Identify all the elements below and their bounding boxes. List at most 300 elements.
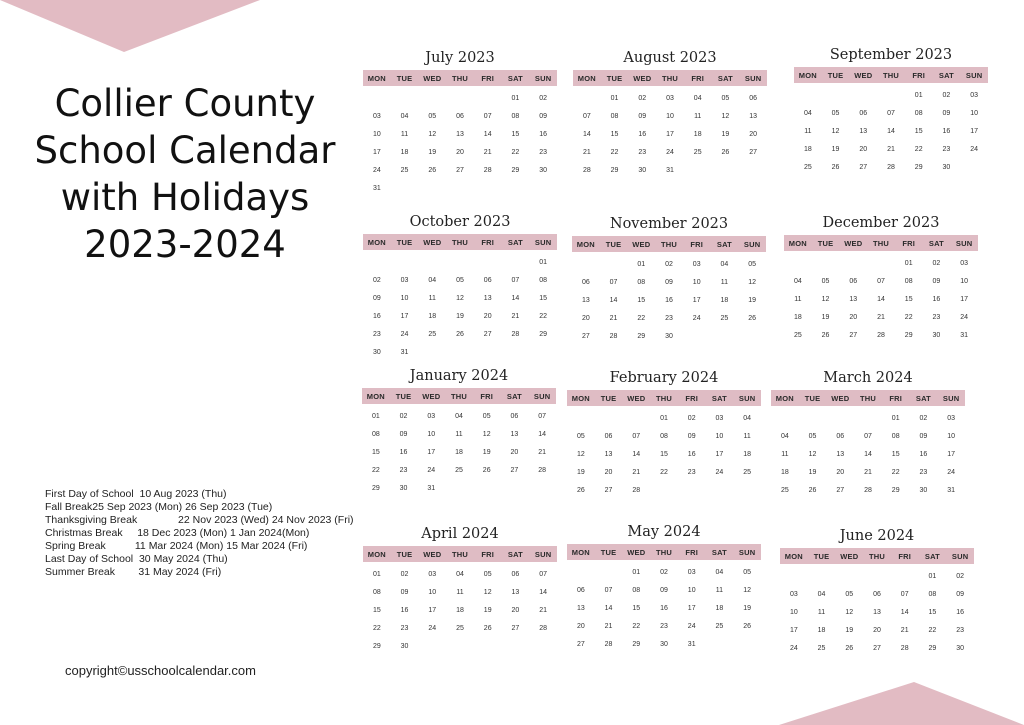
- day-cell: 07: [632, 433, 641, 440]
- day-cell: 02: [400, 571, 409, 578]
- month-calendar: [363, 48, 557, 198]
- day-cell: 18: [780, 469, 789, 476]
- day-cell: 30: [665, 333, 673, 340]
- day-cell: 19: [743, 605, 752, 612]
- day-cell: 08: [372, 589, 381, 596]
- day-cell: 25: [780, 487, 789, 494]
- day-cell: 04: [456, 571, 464, 578]
- day-cell: 08: [914, 110, 923, 117]
- day-cell: 16: [687, 451, 696, 458]
- holiday-list: [45, 488, 354, 579]
- weekday-label: FRI: [691, 73, 705, 83]
- month-title: October 2023: [409, 214, 511, 230]
- day-cell: 28: [604, 641, 613, 648]
- weekday-header: [363, 234, 557, 250]
- day-cell: 12: [743, 587, 752, 594]
- empty-cell: [854, 410, 882, 428]
- day-cell: 14: [483, 131, 492, 138]
- month-title: July 2023: [425, 50, 495, 66]
- day-cell: 21: [539, 607, 548, 614]
- empty-cell: [849, 87, 877, 105]
- day-cell: 01: [914, 92, 923, 99]
- title-line: Collier County: [54, 82, 316, 125]
- day-cell: 08: [511, 113, 520, 120]
- day-cell: 08: [610, 113, 619, 120]
- weekday-header: [780, 548, 974, 564]
- title-line: 2023-2024: [84, 223, 286, 266]
- day-cell: 05: [808, 433, 817, 440]
- day-cell: 10: [666, 113, 674, 120]
- empty-cell: [567, 564, 595, 582]
- day-cell: 11: [455, 431, 463, 438]
- weekday-label: WED: [840, 551, 859, 561]
- empty-cell: [474, 90, 502, 108]
- month-title: March 2024: [823, 370, 913, 386]
- day-cell: 19: [821, 314, 830, 321]
- day-cell: 09: [660, 587, 668, 594]
- day-cell: 01: [511, 95, 520, 102]
- empty-cell: [572, 256, 600, 274]
- day-cell: 07: [609, 279, 618, 286]
- day-cell: 10: [372, 131, 381, 138]
- month-calendar: [794, 45, 988, 177]
- day-cell: 03: [400, 277, 409, 284]
- month-title: February 2024: [609, 370, 719, 386]
- day-cell: 12: [576, 451, 585, 458]
- weekday-label: SUN: [951, 551, 969, 561]
- month-calendar: [363, 524, 557, 656]
- day-cell: 10: [400, 295, 409, 302]
- empty-cell: [474, 254, 502, 272]
- day-cell: 15: [928, 609, 937, 616]
- day-cell: 16: [400, 607, 409, 614]
- day-cell: 27: [604, 487, 613, 494]
- day-cell: 12: [482, 431, 491, 438]
- day-cell: 28: [632, 487, 641, 494]
- day-cell: 02: [956, 573, 965, 580]
- day-cell: 22: [371, 467, 380, 474]
- day-cell: 28: [582, 167, 591, 174]
- day-cell: 30: [539, 167, 548, 174]
- day-cell: 06: [859, 110, 868, 117]
- empty-cell: [867, 255, 895, 273]
- day-cell: 24: [715, 469, 724, 476]
- empty-cell: [622, 410, 650, 428]
- weekday-label: FRI: [685, 393, 699, 403]
- weekday-label: TUE: [396, 73, 413, 83]
- empty-cell: [780, 568, 808, 586]
- weekday-label: FRI: [481, 73, 495, 83]
- day-cell: 09: [638, 113, 647, 120]
- day-cell: 13: [749, 113, 758, 120]
- weekday-label: WED: [423, 549, 442, 559]
- day-cell: 22: [539, 313, 548, 320]
- day-cell: 19: [721, 131, 730, 138]
- empty-cell: [391, 254, 419, 272]
- decorative-top-triangle: [0, 0, 260, 55]
- weekday-label: TUE: [606, 73, 623, 83]
- weekday-label: THU: [859, 393, 876, 403]
- holiday-item: Spring Break 11 Mar 2024 (Mon) 15 Mar 2024 (Fri): [45, 540, 308, 552]
- day-cell: 08: [660, 433, 668, 440]
- day-cell: 18: [400, 149, 409, 156]
- day-cell: 04: [817, 591, 826, 598]
- day-cell: 22: [928, 627, 937, 634]
- empty-cell: [418, 254, 446, 272]
- day-cell: 18: [743, 451, 752, 458]
- day-cell: 08: [539, 277, 548, 284]
- empty-cell: [595, 410, 623, 428]
- day-cell: 02: [638, 95, 647, 102]
- empty-cell: [391, 90, 419, 108]
- day-cell: 03: [666, 95, 674, 102]
- day-cell: 12: [808, 451, 817, 458]
- day-cell: 29: [539, 331, 548, 338]
- day-cell: 23: [372, 331, 381, 338]
- day-cell: 02: [919, 415, 928, 422]
- day-cell: 31: [960, 332, 969, 339]
- weekday-label: THU: [450, 391, 467, 401]
- weekday-header: [572, 236, 766, 252]
- weekday-label: MON: [571, 393, 590, 403]
- weekday-header: [567, 544, 761, 560]
- day-cell: 17: [400, 313, 409, 320]
- empty-cell: [835, 568, 863, 586]
- day-cell: 09: [932, 278, 941, 285]
- weekday-label: SAT: [711, 393, 727, 403]
- day-cell: 21: [887, 146, 895, 153]
- day-cell: 02: [660, 569, 668, 576]
- day-cell: 03: [715, 415, 724, 422]
- day-cell: 04: [780, 433, 789, 440]
- copyright-text: copyright©usschoolcalendar.com: [65, 663, 256, 678]
- day-cell: 07: [539, 571, 548, 578]
- day-cell: 14: [538, 431, 547, 438]
- day-cell: 19: [808, 469, 817, 476]
- day-cell: 29: [632, 641, 641, 648]
- weekday-label: SUN: [534, 73, 552, 83]
- day-cell: 01: [891, 415, 900, 422]
- weekday-label: WED: [423, 237, 442, 247]
- weekday-label: MON: [367, 549, 386, 559]
- day-cell: 11: [400, 131, 409, 138]
- day-cell: 05: [743, 569, 752, 576]
- day-grid: [363, 566, 557, 656]
- day-cell: 14: [877, 296, 885, 303]
- day-cell: 03: [947, 415, 956, 422]
- weekday-label: WED: [831, 393, 850, 403]
- weekday-label: TUE: [395, 391, 412, 401]
- day-cell: 01: [372, 571, 381, 578]
- day-cell: 13: [483, 295, 492, 302]
- day-cell: 16: [399, 449, 408, 456]
- day-cell: 03: [960, 260, 969, 267]
- day-cell: 01: [539, 259, 548, 266]
- weekday-label: SAT: [924, 551, 940, 561]
- day-cell: 16: [665, 297, 673, 304]
- month-calendar: [780, 526, 974, 658]
- day-cell: 15: [539, 295, 548, 302]
- day-cell: 06: [849, 278, 858, 285]
- day-cell: 07: [511, 277, 520, 284]
- weekday-label: MON: [784, 551, 803, 561]
- day-cell: 18: [803, 146, 812, 153]
- weekday-header: [784, 235, 978, 251]
- day-cell: 19: [831, 146, 840, 153]
- day-cell: 13: [510, 431, 519, 438]
- day-cell: 30: [400, 643, 409, 650]
- day-cell: 27: [873, 645, 881, 652]
- empty-cell: [799, 410, 827, 428]
- day-grid: [362, 408, 556, 498]
- month-calendar: [567, 368, 761, 500]
- title-line: School Calendar: [34, 129, 336, 172]
- day-cell: 31: [947, 487, 956, 494]
- weekday-label: WED: [633, 73, 652, 83]
- month-calendar: [573, 48, 767, 180]
- empty-cell: [595, 564, 623, 582]
- day-cell: 19: [456, 313, 464, 320]
- day-cell: 13: [456, 131, 464, 138]
- day-cell: 21: [900, 627, 909, 634]
- day-cell: 09: [687, 433, 696, 440]
- day-cell: 22: [511, 149, 520, 156]
- day-cell: 16: [539, 131, 548, 138]
- day-cell: 28: [538, 467, 547, 474]
- day-cell: 23: [932, 314, 941, 321]
- day-cell: 23: [919, 469, 928, 476]
- day-cell: 12: [483, 589, 492, 596]
- empty-cell: [567, 410, 595, 428]
- day-cell: 29: [371, 485, 380, 492]
- weekday-label: TUE: [827, 70, 844, 80]
- day-cell: 10: [428, 589, 437, 596]
- weekday-label: SUN: [942, 393, 960, 403]
- day-cell: 11: [743, 433, 751, 440]
- empty-cell: [573, 90, 601, 108]
- weekday-label: FRI: [480, 391, 494, 401]
- day-cell: 21: [483, 149, 492, 156]
- day-cell: 20: [849, 314, 858, 321]
- day-grid: [780, 568, 974, 658]
- day-cell: 03: [692, 261, 701, 268]
- day-cell: 19: [428, 149, 437, 156]
- day-cell: 26: [743, 623, 752, 630]
- day-cell: 28: [864, 487, 872, 494]
- day-cell: 27: [836, 487, 845, 494]
- day-cell: 06: [604, 433, 613, 440]
- day-cell: 06: [576, 587, 585, 594]
- day-cell: 10: [789, 609, 798, 616]
- weekday-header: [771, 390, 965, 406]
- holiday-item: Summer Break 31 May 2024 (Fri): [45, 566, 222, 578]
- day-cell: 16: [942, 128, 951, 135]
- day-cell: 03: [428, 571, 437, 578]
- day-cell: 09: [665, 279, 673, 286]
- day-cell: 06: [483, 277, 492, 284]
- day-cell: 25: [455, 467, 463, 474]
- day-cell: 30: [399, 485, 408, 492]
- day-grid: [567, 564, 761, 654]
- day-cell: 26: [845, 645, 854, 652]
- weekday-label: TUE: [396, 549, 413, 559]
- weekday-label: THU: [451, 73, 468, 83]
- day-cell: 24: [666, 149, 674, 156]
- month-calendar: [771, 368, 965, 500]
- day-cell: 23: [942, 146, 951, 153]
- day-cell: 20: [859, 146, 868, 153]
- weekday-label: WED: [627, 547, 646, 557]
- day-cell: 09: [942, 110, 951, 117]
- day-cell: 13: [873, 609, 881, 616]
- weekday-label: THU: [655, 547, 672, 557]
- day-cell: 06: [581, 279, 590, 286]
- day-cell: 19: [748, 297, 757, 304]
- empty-cell: [446, 254, 474, 272]
- weekday-label: SAT: [711, 547, 727, 557]
- day-cell: 05: [428, 113, 437, 120]
- day-cell: 20: [836, 469, 845, 476]
- day-cell: 23: [956, 627, 965, 634]
- day-cell: 21: [609, 315, 618, 322]
- day-cell: 02: [932, 260, 941, 267]
- holiday-item: Last Day of School 30 May 2024 (Thu): [45, 553, 228, 565]
- day-cell: 27: [456, 167, 464, 174]
- empty-cell: [418, 90, 446, 108]
- weekday-label: FRI: [685, 547, 699, 557]
- day-grid: [771, 410, 965, 500]
- day-cell: 20: [873, 627, 881, 634]
- day-cell: 25: [456, 625, 464, 632]
- empty-cell: [784, 255, 812, 273]
- day-cell: 15: [371, 449, 380, 456]
- empty-cell: [363, 90, 391, 108]
- day-cell: 12: [748, 279, 757, 286]
- day-cell: 02: [399, 413, 408, 420]
- day-cell: 14: [864, 451, 872, 458]
- weekday-label: SUN: [743, 239, 761, 249]
- day-cell: 11: [817, 609, 826, 616]
- day-cell: 20: [511, 607, 520, 614]
- weekday-label: THU: [660, 239, 677, 249]
- day-cell: 11: [715, 587, 724, 594]
- day-cell: 24: [428, 625, 437, 632]
- day-cell: 17: [372, 149, 381, 156]
- day-cell: 21: [604, 623, 613, 630]
- day-cell: 15: [637, 297, 646, 304]
- day-cell: 10: [692, 279, 701, 286]
- day-cell: 29: [372, 643, 381, 650]
- day-cell: 21: [582, 149, 591, 156]
- day-cell: 26: [456, 331, 464, 338]
- month-calendar: [362, 366, 556, 498]
- day-cell: 01: [660, 415, 668, 422]
- empty-cell: [363, 254, 391, 272]
- day-cell: 07: [582, 113, 591, 120]
- holiday-item: First Day of School 10 Aug 2023 (Thu): [45, 488, 227, 500]
- weekday-label: SAT: [938, 70, 954, 80]
- day-cell: 31: [427, 485, 436, 492]
- day-cell: 29: [904, 332, 913, 339]
- month-calendar: [784, 213, 978, 345]
- weekday-label: WED: [844, 238, 863, 248]
- holiday-item: Fall Break25 Sep 2023 (Mon) 26 Sep 2023 (Tue): [45, 501, 273, 513]
- weekday-label: SUN: [744, 73, 762, 83]
- day-cell: 09: [372, 295, 381, 302]
- day-cell: 24: [970, 146, 979, 153]
- weekday-label: TUE: [600, 547, 617, 557]
- day-cell: 20: [456, 149, 464, 156]
- day-cell: 28: [887, 164, 895, 171]
- weekday-label: THU: [868, 551, 885, 561]
- month-calendar: [567, 522, 761, 654]
- day-cell: 17: [789, 627, 798, 634]
- day-cell: 09: [956, 591, 965, 598]
- day-cell: 01: [904, 260, 913, 267]
- day-cell: 02: [665, 261, 673, 268]
- day-cell: 18: [715, 605, 724, 612]
- weekday-label: MON: [798, 70, 817, 80]
- weekday-label: SUN: [955, 238, 973, 248]
- day-cell: 07: [887, 110, 895, 117]
- day-cell: 22: [914, 146, 923, 153]
- day-cell: 25: [803, 164, 812, 171]
- day-cell: 25: [428, 331, 437, 338]
- day-cell: 11: [456, 589, 464, 596]
- day-cell: 17: [687, 605, 696, 612]
- day-cell: 07: [604, 587, 613, 594]
- day-cell: 08: [632, 587, 641, 594]
- day-cell: 09: [919, 433, 928, 440]
- day-cell: 16: [932, 296, 941, 303]
- day-cell: 27: [576, 641, 585, 648]
- weekday-label: SAT: [506, 391, 522, 401]
- day-cell: 27: [581, 333, 590, 340]
- day-cell: 16: [919, 451, 928, 458]
- day-cell: 03: [970, 92, 979, 99]
- day-cell: 04: [428, 277, 437, 284]
- day-cell: 09: [399, 431, 408, 438]
- weekday-label: SUN: [534, 237, 552, 247]
- day-cell: 08: [371, 431, 380, 438]
- day-cell: 05: [721, 95, 730, 102]
- weekday-label: WED: [423, 73, 442, 83]
- day-cell: 07: [877, 278, 885, 285]
- weekday-label: SUN: [738, 547, 756, 557]
- day-cell: 12: [831, 128, 840, 135]
- day-cell: 14: [604, 605, 613, 612]
- day-grid: [363, 90, 557, 198]
- weekday-label: SAT: [507, 237, 523, 247]
- weekday-label: WED: [854, 70, 873, 80]
- day-cell: 30: [660, 641, 668, 648]
- day-cell: 30: [956, 645, 965, 652]
- day-cell: 05: [483, 571, 492, 578]
- day-cell: 15: [511, 131, 520, 138]
- day-cell: 17: [427, 449, 436, 456]
- day-cell: 23: [665, 315, 673, 322]
- day-cell: 14: [900, 609, 909, 616]
- day-cell: 22: [632, 623, 641, 630]
- day-cell: 22: [904, 314, 913, 321]
- weekday-label: MON: [577, 73, 596, 83]
- day-cell: 10: [427, 431, 436, 438]
- day-grid: [573, 90, 767, 180]
- day-cell: 13: [511, 589, 520, 596]
- weekday-label: THU: [882, 70, 899, 80]
- day-grid: [794, 87, 988, 177]
- weekday-header: [567, 390, 761, 406]
